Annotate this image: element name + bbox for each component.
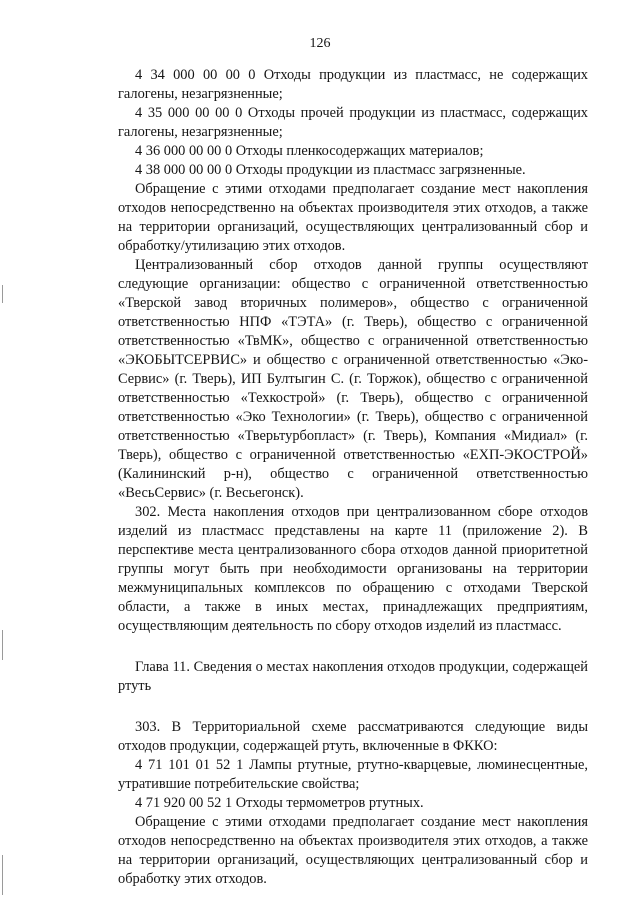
body-paragraph: 302. Места накопления отходов при централизованном сборе отходов изделий из пластмасс представлены на карте 11 (приложение 2). В перспективе места централизованного сбора отходов данной приоритетной группы могут быть при необходимости организованы на территории межмуниципальных комплексов по обращению с отходами Тверской области, а также в иных местах, принадлежащих предприятиям, осуществляющим деятельность по сбору отходов изделий из пластмасс. (118, 504, 588, 634)
scan-artifact (2, 630, 3, 660)
document-body (118, 66, 588, 889)
page-number: 126 (309, 36, 331, 51)
spacer (118, 636, 588, 658)
scan-artifact (2, 285, 3, 303)
body-paragraph: Обращение с этими отходами предполагает создание мест накопления отходов непосредственно на объектах производителя этих отходов, а также на территории организаций, осуществляющих централизованный сбор и обработку этих отходов. (118, 814, 588, 887)
waste-code-item: 4 35 000 00 00 0 Отходы прочей продукции из пластмасс, содержащих галогены, незагрязненные; (118, 105, 588, 140)
waste-code-item: 4 36 000 00 00 0 Отходы пленкосодержащих материалов; (135, 143, 484, 159)
scan-artifact (2, 855, 3, 895)
waste-code-item: 4 34 000 00 00 0 Отходы продукции из пластмасс, не содержащих галогены, незагрязненные; (118, 67, 588, 102)
waste-code-item: 4 38 000 00 00 0 Отходы продукции из пластмасс загрязненные. (135, 162, 526, 178)
chapter-heading: Глава 11. Сведения о местах накопления отходов продукции, содержащей ртуть (118, 659, 588, 694)
body-paragraph: Централизованный сбор отходов данной группы осуществляют следующие организации: общество с ограниченной ответственностью «Тверской завод вторичных полимеров», общество с ограниченной ответственностью НПФ «ТЭТА» (г. Тверь), общество с ограниченной ответственностью «ТвМК», общество с ограниченной ответственностью «ЭКОБЫТСЕРВИС» и общество с ограниченной ответственностью «Эко-Сервис» (г. Тверь), ИП Бултыгин С. (г. Торжок), общество с ограниченной ответственностью «Техкострой» (г. Тверь), общество с ограниченной ответственностью «Эко Технологии» (г. Тверь), общество с ограниченной ответственностью «Тверьтурбопласт» (г. Тверь), Компания «Мидиал» (г. Тверь), общество с ограниченной ответственностью «ЕХП-ЭКОСТРОЙ» (Калининский р-н), общество с ограниченной ответственностью «ВесьСервис» (г. Весьегонск). (118, 257, 588, 501)
body-paragraph: 303. В Территориальной схеме рассматриваются следующие виды отходов продукции, содержащей ртуть, включенные в ФККО: (118, 719, 588, 754)
body-paragraph: Обращение с этими отходами предполагает создание мест накопления отходов непосредственно на объектах производителя этих отходов, а также на территории организаций, осуществляющих централизованный сбор и обработку/утилизацию этих отходов. (118, 181, 588, 254)
waste-code-item: 4 71 920 00 52 1 Отходы термометров ртутных. (135, 795, 424, 811)
waste-code-item: 4 71 101 01 52 1 Лампы ртутные, ртутно-кварцевые, люминесцентные, утратившие потребительские свойства; (118, 757, 588, 792)
spacer (118, 696, 588, 718)
